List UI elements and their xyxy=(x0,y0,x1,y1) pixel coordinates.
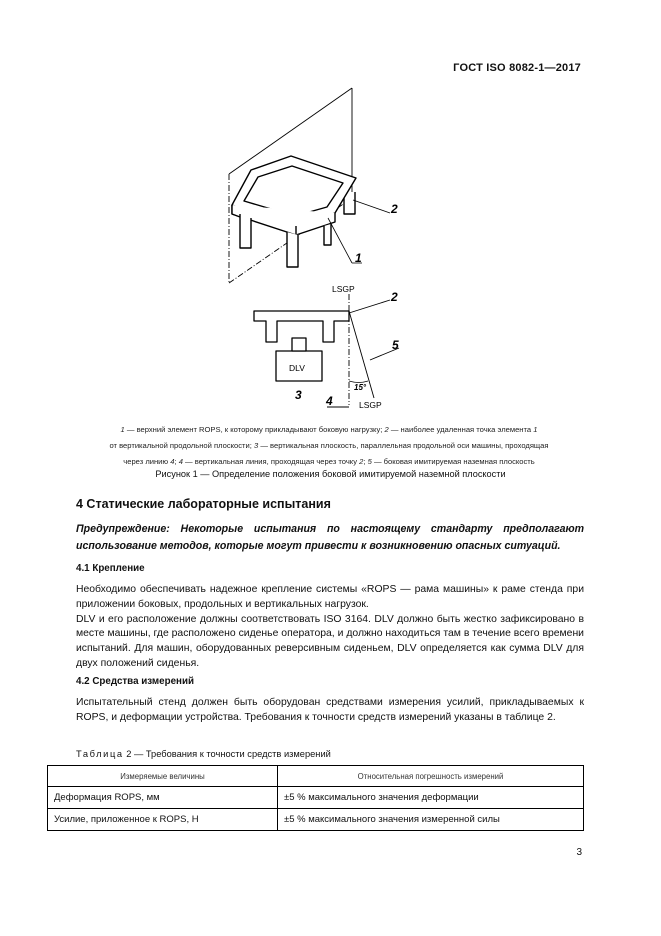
subsection-4-1-heading: 4.1 Крепление xyxy=(76,563,145,574)
accuracy-table xyxy=(47,765,584,831)
table-cell: ±5 % максимального значения измеренной силы xyxy=(278,809,584,831)
page-number: 3 xyxy=(576,847,582,858)
figure-title: Рисунок 1 — Определение положения боковой имитируемой наземной плоскости xyxy=(155,469,506,479)
callout-2-bottom: 2 xyxy=(391,290,398,304)
paragraph: Необходимо обеспечивать надежное крепление системы «ROPS — рама машины» к раме стенда при приложении боковых, продольных и вертикальных нагрузок. xyxy=(76,584,584,610)
figure-1-drawing xyxy=(200,75,450,415)
table-caption: Таблица 2 — Требования к точности средств измерений xyxy=(76,749,331,759)
column-header: Измеряемые величины xyxy=(48,766,278,787)
section-4-heading: 4 Статические лабораторные испытания xyxy=(76,497,331,511)
lsgp-bottom-label: LSGP xyxy=(359,400,382,410)
subsection-4-1-body xyxy=(76,583,584,672)
table-cell: Деформация ROPS, мм xyxy=(48,787,278,809)
table-cell: ±5 % максимального значения деформации xyxy=(278,787,584,809)
column-header: Относительная погрешность измерений xyxy=(278,766,584,787)
paragraph: DLV и его расположение должны соответствовать ISO 3164. DLV должно быть жестко зафиксировано в месте машины, где расположено сиденье оператора, и должно находиться там в течение всего времени испытаний. Для машин, оборудованных реверсивным сиденьем, DLV определяется как сумма DLV для двух положений сиденья. xyxy=(76,613,584,669)
document-header: ГОСТ ISO 8082-1—2017 xyxy=(453,62,581,74)
subsection-4-2-body xyxy=(76,696,584,726)
callout-5: 5 xyxy=(392,338,399,352)
table-cell: Усилие, приложенное к ROPS, Н xyxy=(48,809,278,831)
lsgp-top-label: LSGP xyxy=(332,284,355,294)
angle-label: 15° xyxy=(354,383,367,392)
figure-legend: 1 — верхний элемент ROPS, к которому прикладывают боковую нагрузку; 2 — наиболее удаленная точка элемента 1 от вертикальной продольной плоскости; 3 — вертикальная плоскость, параллельная продольной оси машины, проходящая через линию 4; 4 — вертикальная линия, проходящая через точку 2; 5 — боковая имитируемая наземная плоскость xyxy=(109,425,549,466)
subsection-4-2-heading: 4.2 Средства измерений xyxy=(76,676,194,687)
dlv-label: DLV xyxy=(289,363,305,373)
rops-frame-3d xyxy=(232,156,356,267)
callout-3: 3 xyxy=(295,388,302,402)
warning-text: Предупреждение: Некоторые испытания по настоящему стандарту предполагают использование методов, которые могут привести к возникновению опасных ситуаций. xyxy=(76,523,584,552)
callout-2-top: 2 xyxy=(391,202,398,216)
table-row xyxy=(48,787,584,809)
table-header-row xyxy=(48,766,584,787)
table-row xyxy=(48,809,584,831)
callout-1: 1 xyxy=(355,251,362,265)
paragraph: Испытательный стенд должен быть оборудован средствами измерения усилий, прикладываемых к ROPS, и деформации устройства. Требования к точности средств измерений указаны в таблице 2. xyxy=(76,697,584,723)
callout-4: 4 xyxy=(326,394,333,408)
